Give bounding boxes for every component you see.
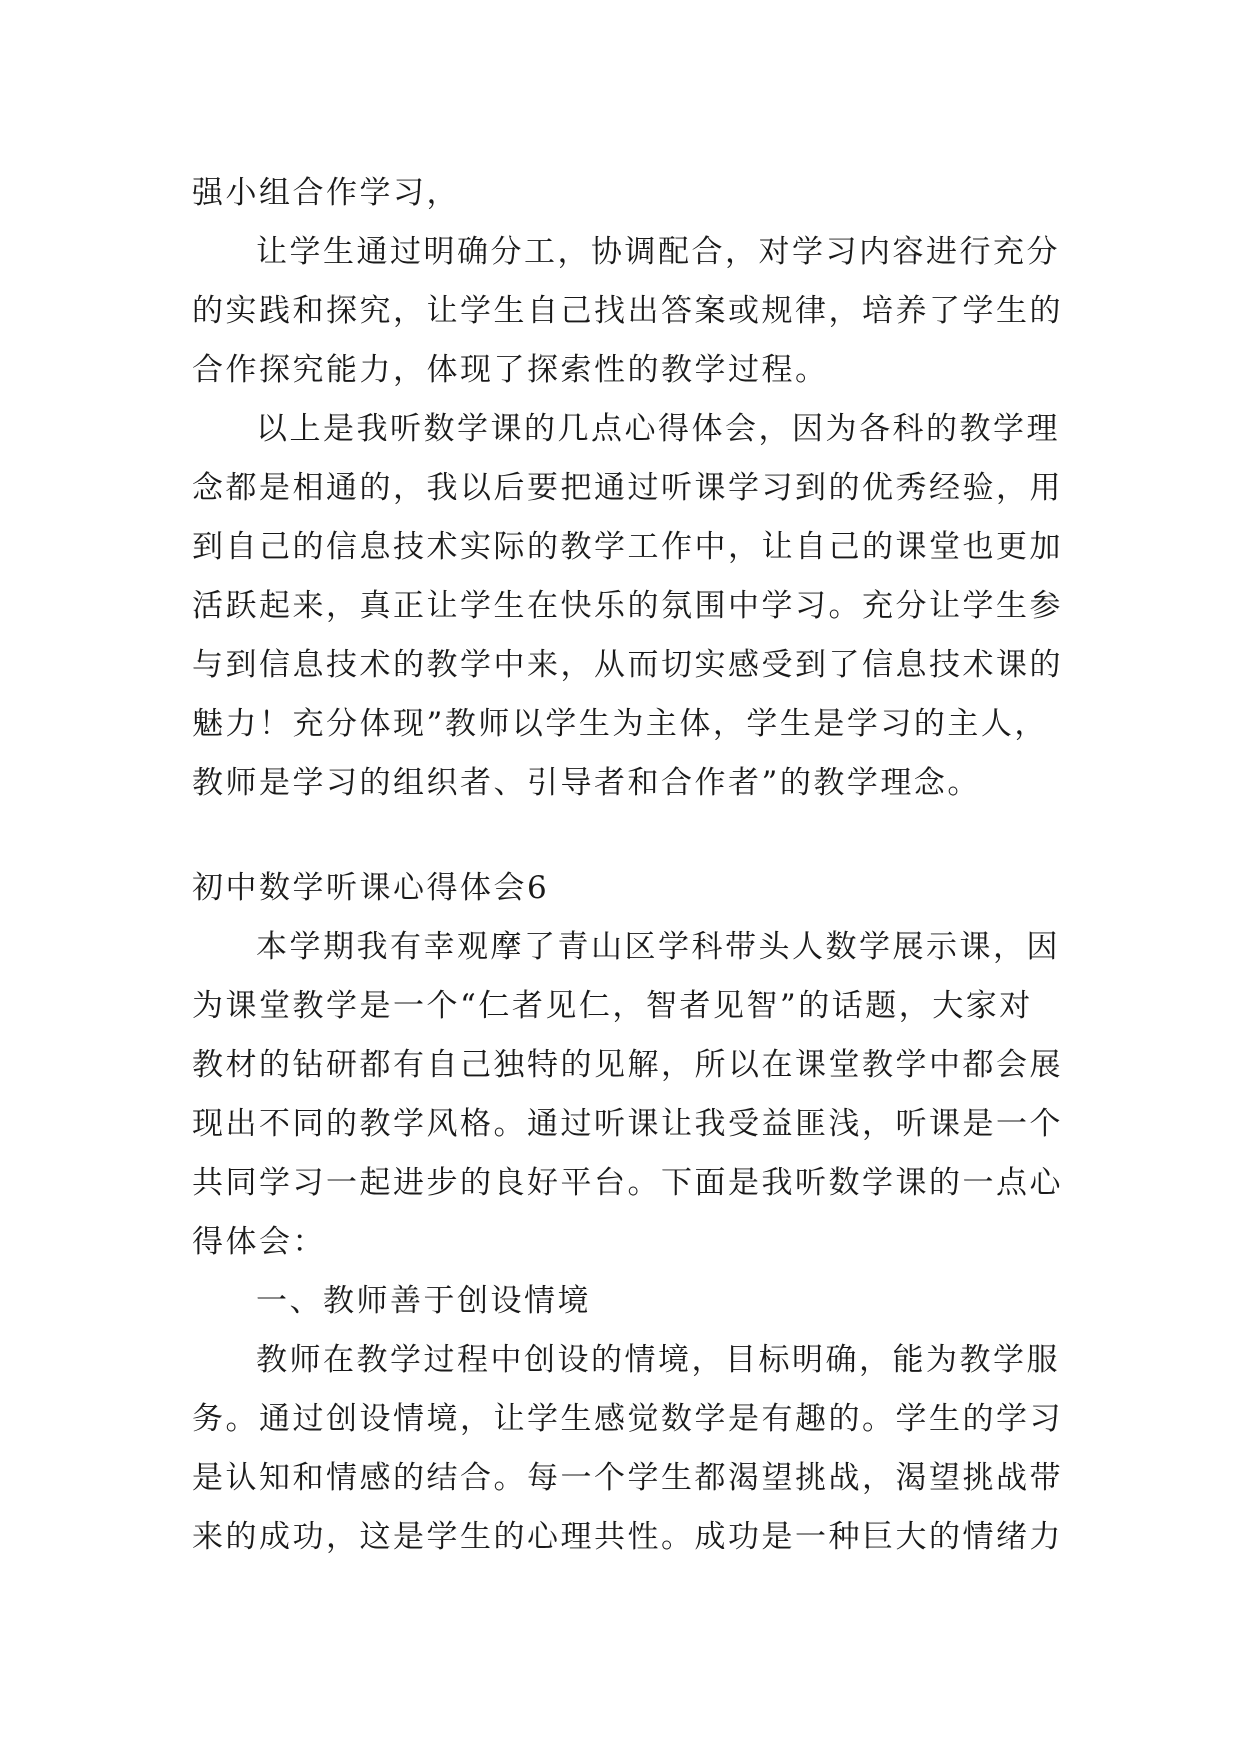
- paragraph-line: 到自己的信息技术实际的教学工作中，让自己的课堂也更加: [192, 529, 1063, 565]
- paragraph-line: 合作探究能力，体现了探索性的教学过程。: [192, 352, 829, 388]
- paragraph-line: 是认知和情感的结合。每一个学生都渴望挑战，渴望挑战带: [192, 1460, 1063, 1496]
- paragraph-line: 活跃起来，真正让学生在快乐的氛围中学习。充分让学生参: [192, 588, 1063, 624]
- paragraph-line: 得体会：: [192, 1224, 326, 1260]
- section-gap: [192, 813, 1052, 859]
- paragraph-line: 的实践和探究，让学生自己找出答案或规律，培养了学生的: [192, 293, 1063, 329]
- paragraph-line: 教材的钻研都有自己独特的见解，所以在课堂教学中都会展: [192, 1047, 1063, 1083]
- paragraph-line: 来的成功，这是学生的心理共性。成功是一种巨大的情绪力: [192, 1519, 1063, 1555]
- document-body: [192, 164, 1063, 1567]
- paragraph-line: 本学期我有幸观摩了青山区学科带头人数学展示课，因: [256, 929, 1060, 965]
- paragraph-line: 魅力！充分体现”教师以学生为主体，学生是学习的主人，: [192, 706, 1048, 742]
- paragraph-line: 教师在教学过程中创设的情境，目标明确，能为教学服: [256, 1342, 1060, 1378]
- paragraph-line: 以上是我听数学课的几点心得体会，因为各科的教学理: [256, 411, 1060, 447]
- paragraph-line: 为课堂教学是一个“仁者见仁，智者见智”的话题，大家对: [192, 988, 1033, 1024]
- paragraph-line: 念都是相通的，我以后要把通过听课学习到的优秀经验，用: [192, 470, 1063, 506]
- paragraph-line: 务。通过创设情境，让学生感觉数学是有趣的。学生的学习: [192, 1401, 1063, 1437]
- subsection-heading: 一、教师善于创设情境: [256, 1283, 591, 1319]
- section-heading: 初中数学听课心得体会6: [192, 870, 550, 906]
- paragraph-line: 现出不同的教学风格。通过听课让我受益匪浅，听课是一个: [192, 1106, 1063, 1142]
- paragraph-line: 与到信息技术的教学中来，从而切实感受到了信息技术课的: [192, 647, 1063, 683]
- paragraph-line: 让学生通过明确分工，协调配合，对学习内容进行充分: [256, 234, 1060, 270]
- paragraph-line: 共同学习一起进步的良好平台。下面是我听数学课的一点心: [192, 1165, 1063, 1201]
- paragraph-line: 强小组合作学习，: [192, 175, 460, 211]
- paragraph-line: 教师是学习的组织者、引导者和合作者”的教学理念。: [192, 765, 981, 801]
